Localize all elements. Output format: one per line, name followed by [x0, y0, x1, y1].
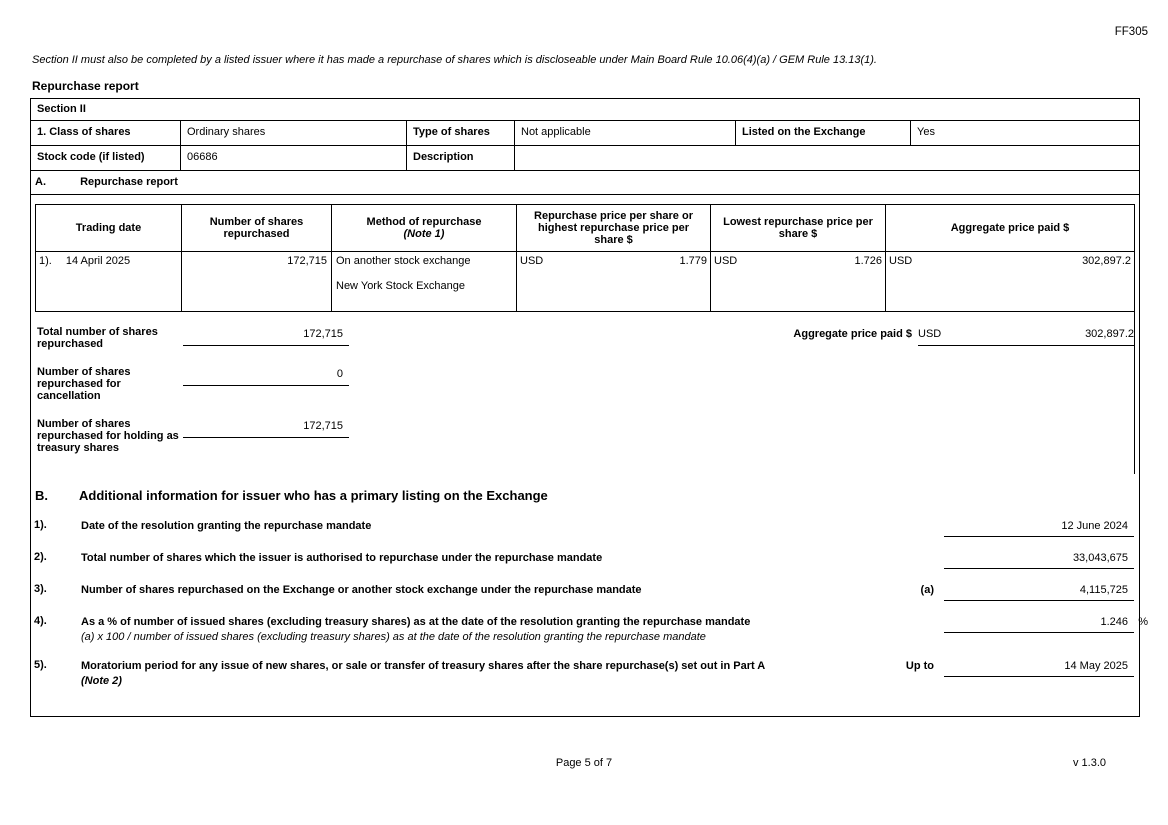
percentage-suffix: % [1138, 616, 1148, 628]
description-value [515, 146, 1139, 170]
stock-code-value: 06686 [181, 146, 407, 170]
type-of-shares-label: Type of shares [407, 121, 515, 145]
section-b-title-text: Additional information for issuer who has a primary listing on the Exchange [79, 488, 548, 503]
totals-section [35, 312, 1135, 474]
high-price-currency: USD [520, 255, 544, 267]
page-footer [0, 757, 1168, 773]
aggregate-total-box [918, 326, 1134, 346]
col-shares-repurchased: Number of shares repurchased [182, 205, 332, 251]
aggregate-total-currency: USD [918, 328, 942, 340]
col-low-price: Lowest repurchase price per share $ [711, 205, 886, 251]
stock-code-label: Stock code (if listed) [31, 146, 181, 170]
method-value: On another stock exchange [336, 255, 471, 267]
trading-date-cell [36, 252, 182, 311]
row-index: 1). [39, 255, 52, 267]
cancellation-value: 0 [183, 366, 349, 386]
col-method: Method of repurchase (Note 1) [332, 205, 517, 251]
col-trading-date: Trading date [36, 205, 182, 251]
moratorium-prefix: Up to [905, 659, 934, 672]
authorised-shares-field [944, 551, 1134, 569]
moratorium-note: (Note 2) [81, 674, 122, 687]
shares-repurchased-mandate-field [944, 583, 1134, 601]
mandate-date-value: 12 June 2024 [944, 519, 1134, 537]
percentage-formula-note: (a) x 100 / number of issued shares (excluding treasury shares) as at the date of the resolution granting the repurchase mandate [81, 630, 706, 643]
class-of-shares-row [31, 121, 1139, 146]
type-of-shares-value: Not applicable [515, 121, 736, 145]
low-price-value: 1.726 [854, 255, 882, 267]
section-a-title-text: Repurchase report [80, 176, 178, 188]
moratorium-label-block [81, 659, 906, 689]
treasury-label: Number of shares repurchased for holding as treasury shares [37, 418, 179, 454]
treasury-row [35, 418, 1134, 454]
col-aggregate-paid: Aggregate price paid $ [950, 222, 1070, 234]
aggregate-total-value: 302,897.2 [1085, 328, 1134, 340]
authorised-shares-value: 33,043,675 [944, 551, 1134, 569]
total-shares-row [35, 326, 1134, 350]
intro-note: Section II must also be completed by a listed issuer where it has made a repurchase of shares which is discloseable under Main Board Rule 10.06(4)(a) / GEM Rule 13.13(1). [32, 54, 877, 66]
version-label: v 1.3.0 [1072, 757, 1106, 770]
listed-on-exchange-label: Listed on the Exchange [736, 121, 911, 145]
repurchase-detail-table [35, 204, 1135, 312]
percentage-label: As a % of number of issued shares (excluding treasury shares) as at the date of the resolution granting the repurchase mandate [81, 616, 751, 628]
class-of-shares-label: 1. Class of shares [31, 121, 181, 145]
percentage-value: 1.246 [944, 615, 1134, 633]
item-number: 1). [34, 519, 47, 531]
aggregate-total-group [793, 326, 1134, 346]
page-number: Page 5 of 7 [555, 757, 613, 770]
treasury-value: 172,715 [183, 418, 349, 438]
shares-repurchased-mandate-label: Number of shares repurchased on the Exchange or another stock exchange under the repurchase mandate [81, 584, 642, 596]
cancellation-label: Number of shares repurchased for cancellation [37, 366, 131, 402]
shares-repurchased-mandate-value: 4,115,725 [944, 583, 1134, 601]
shares-repurchased-cell: 172,715 [182, 252, 332, 311]
table-header-row [35, 204, 1135, 252]
listed-on-exchange-value: Yes [917, 126, 935, 138]
section-b-item-5 [33, 659, 1134, 689]
section-a-letter: A. [35, 176, 46, 188]
low-price-cell [711, 252, 886, 311]
section-a-header [31, 171, 1139, 195]
method-detail-value: New York Stock Exchange [336, 280, 466, 292]
method-cell [332, 252, 517, 311]
item-3-prefix: (a) [920, 584, 934, 596]
section-b-item-3 [33, 583, 1134, 601]
mandate-date-label: Date of the resolution granting the repurchase mandate [81, 520, 372, 532]
authorised-shares-label: Total number of shares which the issuer is authorised to repurchase under the repurchase mandate [81, 552, 603, 564]
section-b-item-1 [33, 519, 1134, 537]
section-ii-header: Section II [31, 99, 1139, 121]
form-code: FF305 [1114, 26, 1148, 38]
percentage-field [944, 615, 1148, 633]
section-b [31, 474, 1148, 716]
section-b-letter: B. [35, 488, 48, 503]
item-number: 5). [34, 658, 47, 671]
report-table [30, 98, 1148, 717]
item-number: 3). [34, 583, 47, 595]
aggregate-currency: USD [889, 255, 913, 267]
total-shares-label: Total number of shares repurchased [37, 326, 158, 350]
total-shares-value: 172,715 [183, 326, 349, 346]
table-row [35, 252, 1135, 312]
high-price-cell [517, 252, 711, 311]
percentage-label-block [81, 615, 944, 645]
section-b-item-2 [33, 551, 1134, 569]
trading-date-value: 14 April 2025 [65, 255, 131, 267]
stock-code-row [31, 146, 1139, 171]
item-number: 4). [34, 615, 47, 627]
moratorium-label: Moratorium period for any issue of new shares, or sale or transfer of treasury shares after the share repurchase(s) set out in Part A [81, 659, 766, 672]
cancellation-row [35, 366, 1134, 402]
moratorium-value: 14 May 2025 [944, 659, 1134, 677]
aggregate-value: 302,897.2 [1082, 255, 1131, 267]
aggregate-total-label: Aggregate price paid $ [793, 328, 912, 340]
moratorium-field [944, 659, 1134, 677]
method-note-label: (Note 1) [403, 228, 445, 240]
section-b-header [35, 488, 1134, 503]
item-number: 2). [34, 551, 47, 563]
mandate-date-field [944, 519, 1134, 537]
col-high-price: Repurchase price per share or highest repurchase price per share $ [517, 205, 711, 251]
low-price-currency: USD [714, 255, 738, 267]
aggregate-paid-cell [886, 252, 1134, 311]
high-price-value: 1.779 [679, 255, 707, 267]
page-title: Repurchase report [32, 79, 139, 93]
section-b-item-4 [33, 615, 1148, 645]
class-of-shares-value: Ordinary shares [181, 121, 407, 145]
description-label: Description [407, 146, 515, 170]
